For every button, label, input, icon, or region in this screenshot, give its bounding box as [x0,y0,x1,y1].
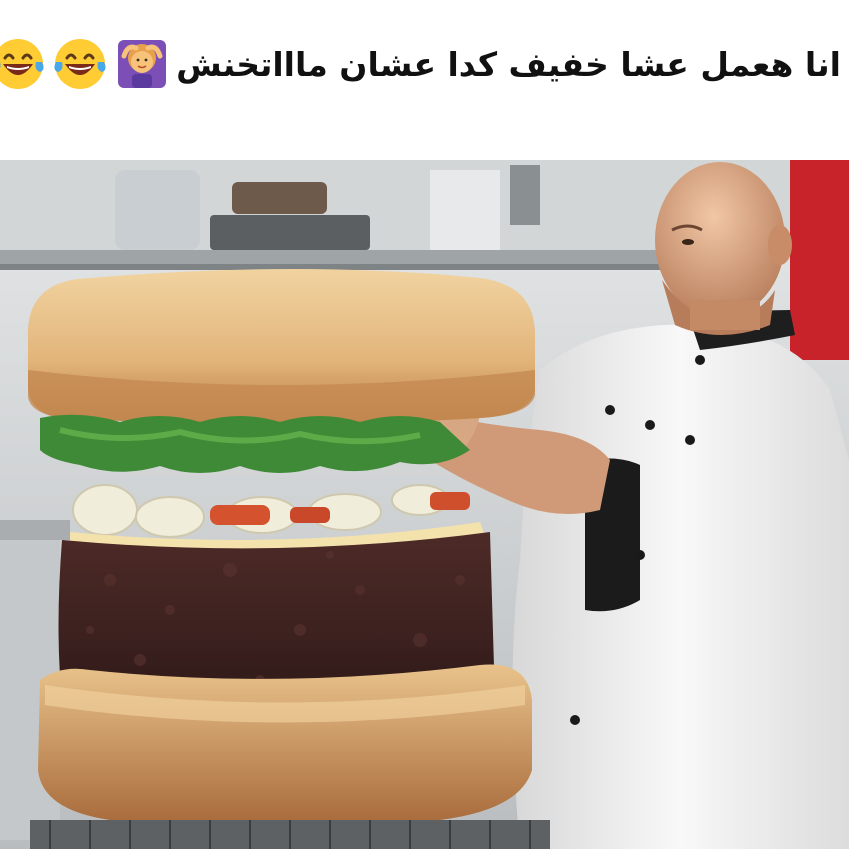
caption-bar [0,0,849,160]
giant-burger-chef-photo [0,160,849,849]
laughing-tears-emoji [52,36,108,92]
caption [0,36,841,92]
face-palm-person-emoji [114,36,170,92]
laughing-tears-emoji [0,36,46,92]
caption-text: انا هعمل عشا خفيف كدا عشان ماااتخنش [176,44,841,84]
